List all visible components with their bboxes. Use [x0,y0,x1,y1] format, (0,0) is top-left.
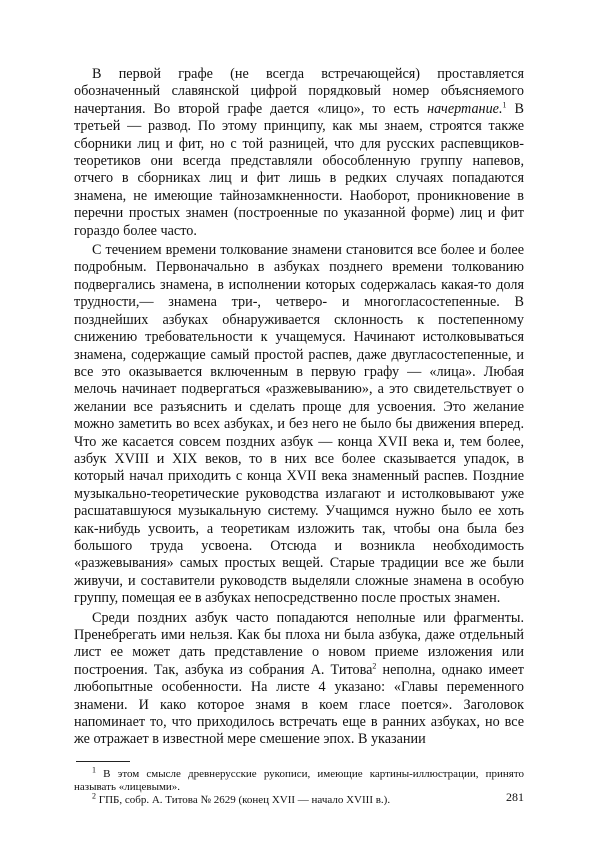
paragraph-3 [74,610,524,749]
footnote-1 [74,765,524,794]
footnote-ref-2[interactable]: 2 [372,661,377,671]
paragraph-1-italic-term: начертание. [427,100,503,117]
footnote-ref-1[interactable]: 1 [502,100,507,110]
footnote-2-mark: 2 [92,791,96,801]
paragraph-1 [74,66,524,240]
paragraph-3-text-a: Среди поздних азбук часто попадаются неполные или фрагменты. Пренебрегать ими нельзя. Как бы плоха ни была азбука, даже отдельный лист ее может дать представление о новом приеме изложения или построения. Так, азбука из собрания А. Титова [74,609,524,678]
page-number: 281 [506,790,524,804]
footnote-2-text: ГПБ, собр. А. Титова № 2629 (конец XVII — начало XVIII в.). [96,794,391,807]
page-body [74,66,524,807]
footnote-divider [76,761,130,762]
paragraph-1-text-a: В первой графе (не всегда встречающейся) проставляется обозначенный славянской цифрой порядковый номер объясняемого начертания. Во второй графе дается «лицо», то есть [74,66,524,117]
footnote-1-text: В этом смысле древнерусские рукописи, имеющие картины-иллюстрации, принято называть «лицевыми». [74,767,524,794]
paragraph-2: С течением времени толкование знамени становится все более и более подробным. Первоначально в азбуках позднего времени толкованию подвергались знамена, в исполнении которых содержалась какая-то доля трудности,— знамена три-, четверо- и многогласостепенные. В позднейших азбуках обнаруживается склонность к постепенному снижению требовательности к учащемуся. Начинают истолковываться знамена, содержащие самый простой распев, даже двугласостепенные, и все это оказывается включенным в первую графу — «лица». Любая мелочь начинает подвергаться «разжевыванию», а это свидетельствует о желании все разъяснить и сделать проще для усвоения. Это желание можно заметить во всех азбуках, и без него не было бы движения вперед. Что же касается совсем поздних азбук — конца XVII века и, тем более, азбук XVIII и XIX веков, то в них все более сказывается упадок, в который начал приходить с конца XVII века знаменный распев. Поздние музыкально-теоретические руководства излагают и истолковывают уже расшатавшуюся музыкальную систему. Учащимся нужно было ее хоть как-нибудь усвоить, а теоретикам изложить так, чтобы она была без большого труда усвоена. Отсюда и возникла необходимость «разжевывания» самых простых вещей. Старые традиции все же были живучи, и составители руководств выделяли сложные знамена в особую группу, помещая ее в азбуках непосредственно после простых знамен. [74,242,524,607]
footnote-1-mark: 1 [92,765,96,775]
paragraph-3-text-b: неполна, однако имеет любопытные особенности. На листе 4 указано: «Главы переменного знамени. И како которое знамя в коем гласе поется». Заголовок напоминает то, что приходилось встречать еще в ранних азбуках, но все же отражает в известной мере смешение эпох. В указании [74,661,524,748]
footnote-2 [74,791,524,807]
paragraph-1-text-b: В третьей — развод. По этому принципу, как мы знаем, строятся также сборники лиц и фит, но с той разницей, что для русских распевщиков-теоретиков они всегда представляли обособленную группу напевов, отчего в сборниках лиц и фит лишь в редких случаях попадаются знамена, не имеющие тайнозамкненности. Наоборот, проникновение в перечни простых знамен (построенные по указанной форме) лиц и фит гораздо более часто. [74,100,525,239]
